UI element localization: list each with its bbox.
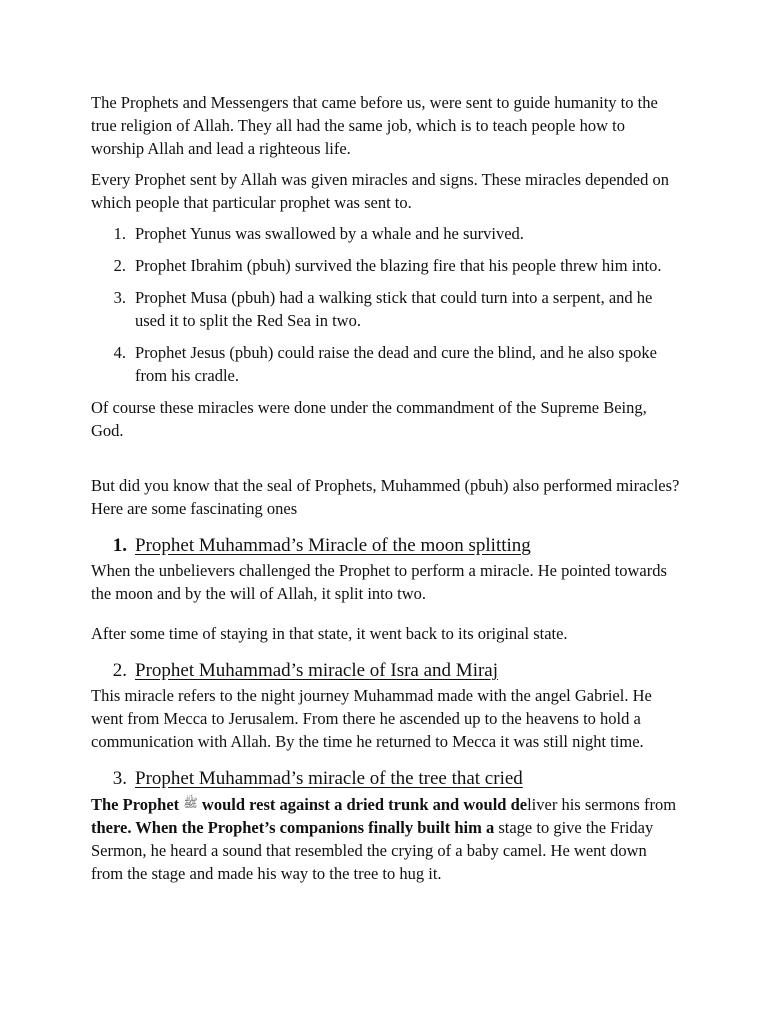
section-title: Prophet Muhammad’s miracle of Isra and Miraj: [135, 660, 499, 681]
section-number: 2.: [112, 660, 127, 681]
section-body-moon-splitting: [91, 559, 681, 645]
section-paragraph: [91, 792, 681, 885]
list-item-number: 3.: [113, 288, 126, 307]
section-heading-moon-splitting: [91, 534, 681, 557]
list-item-number: 1.: [113, 224, 126, 243]
section-number: 1.: [112, 535, 127, 556]
section-number: 3.: [112, 768, 127, 789]
after-list-paragraph: Of course these miracles were done under the commandment of the Supreme Being, God.: [91, 398, 647, 440]
section-title: Prophet Muhammad’s miracle of the tree that cried: [135, 768, 523, 789]
bold-text: The Prophet: [91, 795, 180, 814]
list-item: [91, 222, 681, 245]
section-heading-isra-miraj: [91, 659, 681, 682]
list-item: [91, 286, 681, 332]
bold-text: there. When the Prophet’s companions finally built him a: [91, 818, 495, 837]
intro-paragraph-1: The Prophets and Messengers that came before us, were sent to guide humanity to the true religion of Allah. They all had the same job, which is to teach people how to worship Allah and lead a righteous life.: [91, 93, 658, 158]
intro-paragraph-2: Every Prophet sent by Allah was given miracles and signs. These miracles depended on which people that particular prophet was sent to.: [91, 170, 669, 212]
list-item-text: Prophet Musa (pbuh) had a walking stick that could turn into a serpent, and he used it to split the Red Sea in two.: [135, 288, 653, 330]
list-item-text: Prophet Yunus was swallowed by a whale and he survived.: [135, 224, 524, 243]
pbuh-symbol-icon: ﷺ: [183, 796, 198, 810]
section-paragraph: This miracle refers to the night journey Muhammad made with the angel Gabriel. He went from Mecca to Jerusalem. From there he ascended up to the heavens to hold a communication with Allah. By the time he returned to Mecca it was still night time.: [91, 686, 652, 751]
list-item-text: Prophet Jesus (pbuh) could raise the dead and cure the blind, and he also spoke from his cradle.: [135, 343, 657, 385]
list-item-number: 4.: [113, 343, 126, 362]
section-body-tree-cried: [91, 792, 681, 885]
list-item: [91, 341, 681, 387]
question-paragraph: But did you know that the seal of Prophets, Muhammed (pbuh) also performed miracles? Here are some fascinating ones: [91, 476, 680, 518]
list-item: [91, 254, 681, 277]
list-item-text: Prophet Ibrahim (pbuh) survived the blazing fire that his people threw him into.: [135, 256, 662, 275]
plain-text: liver his sermons from: [527, 795, 677, 814]
plain-text: stage to give the Friday Sermon, he heard a sound that resembled the crying of a baby camel. He went down from the stage and made his way to the tree to hug it.: [91, 818, 654, 883]
document-page: [91, 91, 681, 899]
bold-text: would rest against a dried trunk and would de: [197, 795, 528, 814]
section-paragraph: When the unbelievers challenged the Prophet to perform a miracle. He pointed towards the moon and by the will of Allah, it split into two.: [91, 561, 667, 603]
list-item-number: 2.: [113, 256, 126, 275]
section-heading-tree-cried: [91, 767, 681, 790]
section-body-isra-miraj: [91, 684, 681, 753]
section-title: Prophet Muhammad’s Miracle of the moon splitting: [135, 535, 531, 556]
spacer: [91, 450, 681, 474]
section-paragraph: After some time of staying in that state, it went back to its original state.: [91, 624, 568, 643]
prophets-miracles-list: [91, 222, 681, 387]
